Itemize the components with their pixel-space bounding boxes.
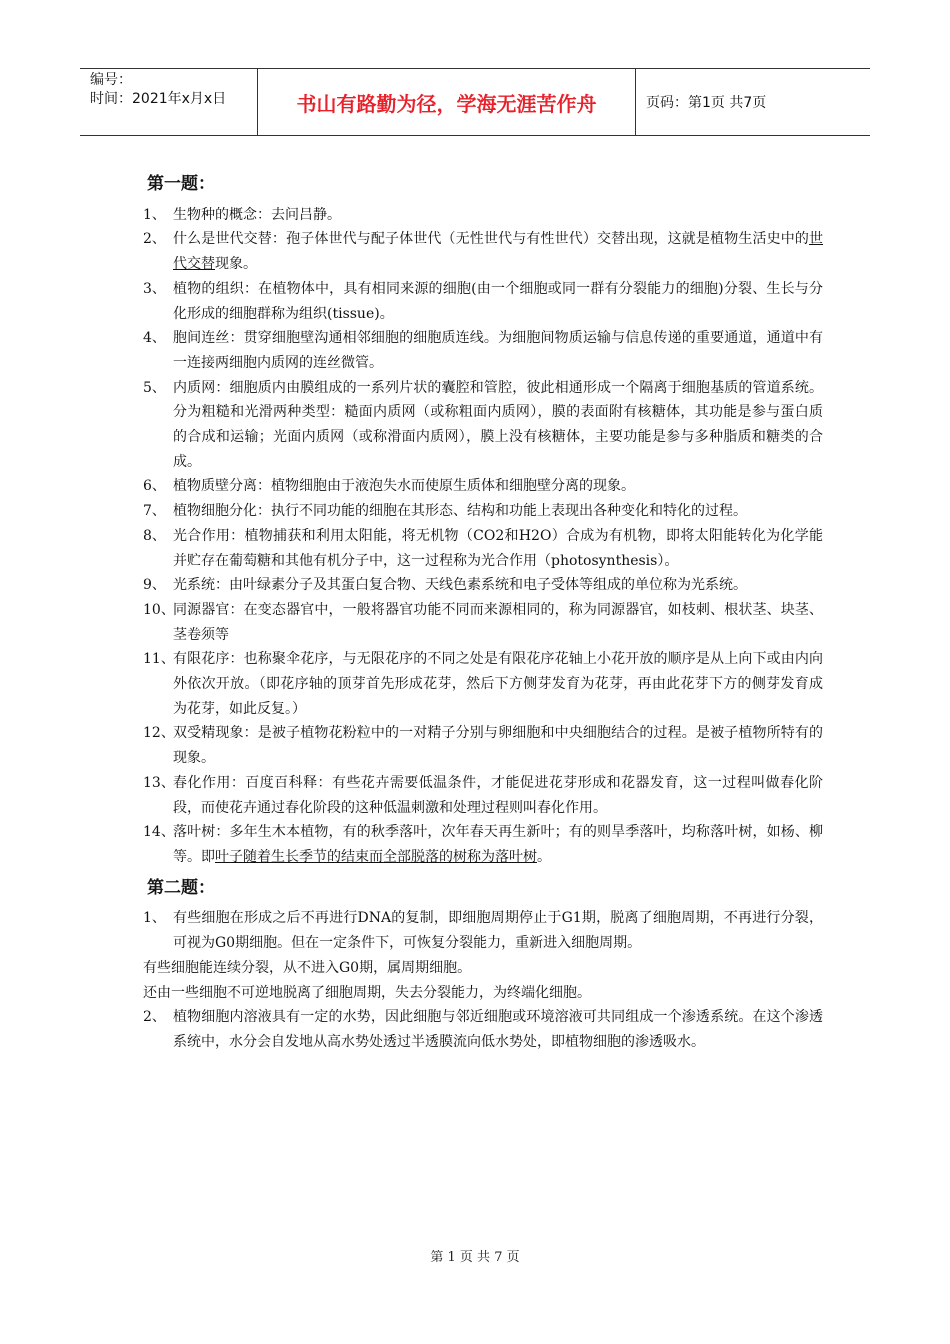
item-number: 10、 <box>143 601 175 618</box>
list-item <box>143 647 823 721</box>
list-item <box>143 524 823 573</box>
item-number: 5、 <box>143 379 166 396</box>
item-text: 同源器官：在变态器官中，一般将器官功能不同而来源相同的，称为同源器官，如枝刺、根状茎、块茎、茎卷须等 <box>173 601 823 643</box>
list-item <box>143 820 823 869</box>
underlined-term: 叶子随着生长季节的结束而全部脱落的树称为落叶树 <box>215 848 537 865</box>
item-number: 3、 <box>143 280 166 297</box>
item-number: 9、 <box>143 577 166 594</box>
list-item <box>143 277 823 326</box>
list-item <box>143 227 823 276</box>
document-body <box>143 172 823 1055</box>
page-footer: 第 1 页 共 7 页 <box>430 1250 520 1265</box>
list-item <box>143 326 823 375</box>
list-item <box>143 1005 823 1054</box>
item-text: 内质网：细胞质内由膜组成的一系列片状的囊腔和管腔，彼此相通形成一个隔离于细胞基质的管道系统。分为粗糙和光滑两种类型：糙面内质网（或称粗面内质网），膜的表面附有核糖体，其功能是参与蛋白质的合成和运输；光面内质网（或称滑面内质网），膜上没有核糖体，主要功能是参与多种脂质和糖类的合成。 <box>173 379 823 470</box>
item-text: 光合作用：植物捕获和利用太阳能，将无机物（CO2和H2O）合成为有机物，即将太阳能转化为化学能并贮存在葡萄糖和其他有机分子中，这一过程称为光合作用（photosynthesis）。 <box>173 527 823 569</box>
item-number: 7、 <box>143 503 166 520</box>
item-number: 2、 <box>143 1009 166 1026</box>
item-text: 春化作用：百度百科释：有些花卉需要低温条件，才能促进花芽形成和花器发育，这一过程叫做春化阶段，而使花卉通过春化阶段的这种低温刺激和处理过程则叫春化作用。 <box>173 774 823 816</box>
header-page-code: 页码：第1页 共7页 <box>646 95 767 111</box>
list-item <box>143 203 823 228</box>
item-text: 有些细胞在形成之后不再进行DNA的复制，即细胞周期停止于G1期，脱离了细胞周期，不再进行分裂，可视为G0期细胞。但在一定条件下，可恢复分裂能力，重新进入细胞周期。 <box>173 910 823 952</box>
list-item <box>143 771 823 820</box>
item-text: 植物质壁分离：植物细胞由于液泡失水而使原生质体和细胞壁分离的现象。 <box>173 478 635 495</box>
item-number: 8、 <box>143 527 166 544</box>
section-title-1: 第一题： <box>147 174 215 194</box>
paragraph: 还由一些细胞不可逆地脱离了细胞周期，失去分裂能力，为终端化细胞。 <box>143 984 591 1001</box>
item-text: 植物细胞分化：执行不同功能的细胞在其形态、结构和功能上表现出各种变化和特化的过程。 <box>173 503 747 520</box>
item-number: 12、 <box>143 725 175 742</box>
header-slogan: 书山有路勤为径，学海无涯苦作舟 <box>258 69 636 135</box>
item-text: 有限花序：也称聚伞花序，与无限花序的不同之处是有限花序花轴上小花开放的顺序是从上向下或由内向外依次开放。（即花序轴的顶芽首先形成花芽，然后下方侧芽发育为花芽，再由此花芽下方的侧芽发育成为花芽，如此反复。） <box>173 651 823 717</box>
underlined-term: 世代交替 <box>173 231 823 273</box>
item-text: 双受精现象：是被子植物花粉粒中的一对精子分别与卵细胞和中央细胞结合的过程。是被子植物所特有的现象。 <box>173 725 823 767</box>
item-number: 13、 <box>143 774 175 791</box>
section-title-2: 第二题： <box>147 877 215 898</box>
item-text: 生物种的概念：去问吕静。 <box>173 206 341 223</box>
item-text: 现象。 <box>215 256 257 273</box>
list-item <box>143 906 823 955</box>
item-text: 什么是世代交替：孢子体世代与配子体世代（无性世代与有性世代）交替出现，这就是植物生活史中的 <box>173 231 809 248</box>
item-number: 1、 <box>143 206 166 223</box>
item-text: 胞间连丝：贯穿细胞壁沟通相邻细胞的细胞质连线。为细胞间物质运输与信息传递的重要通道，通道中有一连接两细胞内质网的连丝微管。 <box>173 330 823 371</box>
item-number: 4、 <box>143 330 166 347</box>
item-number: 2、 <box>143 231 166 248</box>
item-text: 光系统：由叶绿素分子及其蛋白复合物、天线色素系统和电子受体等组成的单位称为光系统。 <box>173 577 747 594</box>
item-number: 6、 <box>143 478 166 495</box>
paragraph: 有些细胞能连续分裂，从不进入G0期，属周期细胞。 <box>143 959 472 976</box>
item-number: 11、 <box>143 651 175 668</box>
list-item <box>143 598 823 647</box>
item-text: 。 <box>537 848 551 865</box>
item-text: 落叶树：多年生木本植物，有的秋季落叶，次年春天再生新叶；有的则旱季落叶，均称落叶树，如杨、柳等。即 <box>173 824 823 865</box>
list-item <box>143 376 823 475</box>
item-number: 14、 <box>143 824 175 841</box>
list-item <box>143 573 823 598</box>
item-text: 植物的组织：在植物体中，具有相同来源的细胞(由一个细胞或同一群有分裂能力的细胞)分裂、生长与分化形成的细胞群称为组织(tissue)。 <box>173 280 823 322</box>
item-text: 植物细胞内溶液具有一定的水势，因此细胞与邻近细胞或环境溶液可共同组成一个渗透系统。在这个渗透系统中，水分会自发地从高水势处透过半透膜流向低水势处，即植物细胞的渗透吸水。 <box>173 1009 823 1050</box>
number-label: 编号： <box>90 72 132 88</box>
list-item <box>143 499 823 524</box>
list-item <box>143 474 823 499</box>
time-label: 时间：2021年x月x日 <box>90 91 227 107</box>
item-number: 1、 <box>143 910 166 927</box>
page-header <box>80 68 870 136</box>
list-item <box>143 721 823 770</box>
header-meta <box>80 69 258 135</box>
